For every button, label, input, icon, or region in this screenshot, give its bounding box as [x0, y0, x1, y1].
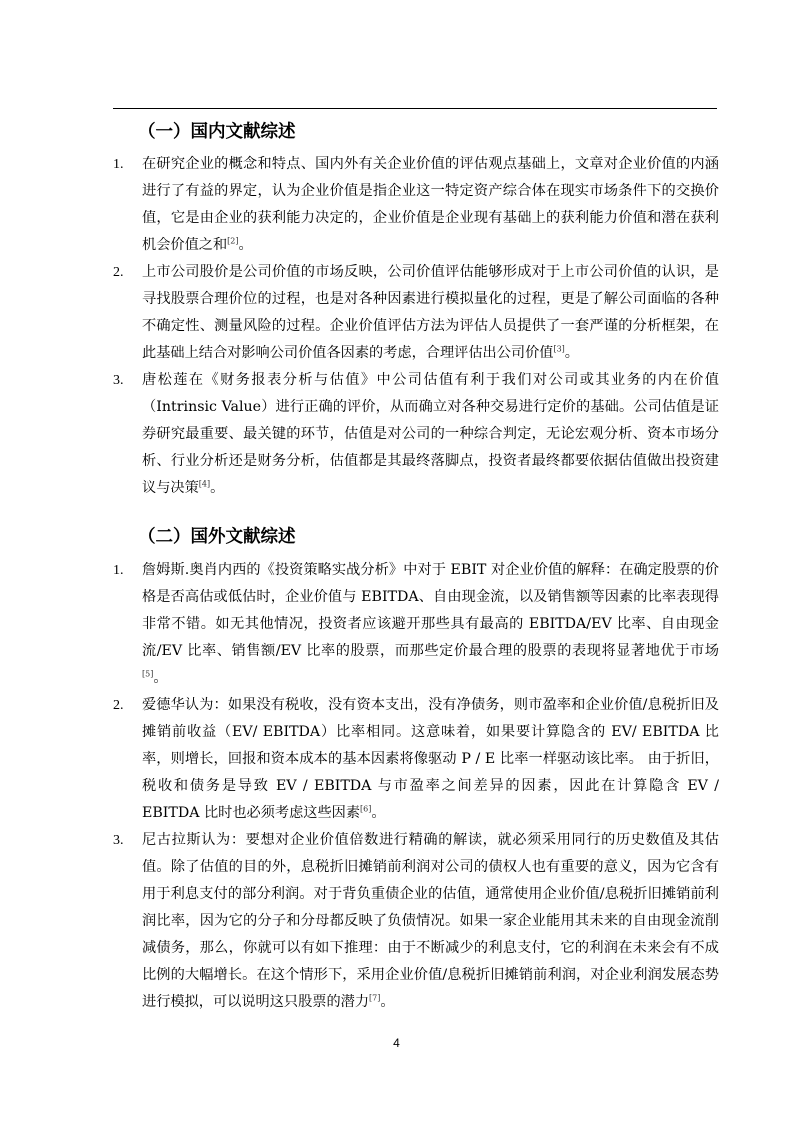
citation-marker: [5]	[142, 669, 154, 679]
item-text: 爱德华认为：如果没有税收，没有资本支出，没有净债务，则市盈率和企业价值/息税折旧及摊销前收益（EV/ EBITDA）比率相同。这意味着，如果要计算隐含的 EV/ EBITDA 比率，则增长，回报和资本成本的基本因素将像驱动 P / E 比率一样驱动该比率。 由于折旧，税收和债务是导致 EV / EBITDA 与市盈率之间差异的因素，因此在计算隐含 EV / EBITDA 比时也必须考虑这些因素	[142, 697, 719, 821]
item-text: 尼古拉斯认为：要想对企业价值倍数进行精确的解读，就必须采用同行的历史数值及其估值。除了估值的目的外，息税折旧摊销前利润对公司的债权人也有重要的意义，因为它含有用于利息支付的部分利润。对于背负重债企业的估值，通常使用企业价值/息税折旧摊销前利润比率，因为它的分子和分母都反映了负债情况。如果一家企业能用其未来的自由现金流削减债务，那么，你就可以有如下推理：由于不断减少的利息支付，它的利润在未来会有不成比例的大幅增长。在这个情形下，采用企业价值/息税折旧摊销前利润，对企业利润发展态势进行模拟，可以说明这只股票的潜力	[142, 832, 719, 1010]
item-end: 。	[238, 237, 253, 253]
list-item	[113, 151, 719, 259]
item-end: 。	[380, 994, 395, 1010]
list-item	[113, 367, 719, 502]
list-item	[113, 827, 719, 1016]
foreign-literature-list	[113, 557, 719, 1016]
item-text: 上市公司股价是公司价值的市场反映，公司价值评估能够形成对于上市公司价值的认识，是寻找股票合理价位的过程，也是对各种因素进行模拟量化的过程，更是了解公司面临的各种不确定性、测量风险的过程。企业价值评估方法为评估人员提供了一套严谨的分析框架，在此基础上结合对影响公司价值各因素的考虑，合理评估出公司价值	[142, 264, 719, 361]
section-title-domestic: （一）国内文献综述	[138, 122, 296, 142]
section-title-foreign: （二）国外文献综述	[138, 527, 296, 547]
item-number: 2.	[113, 698, 124, 713]
item-number: 1.	[113, 563, 124, 578]
list-item	[113, 259, 719, 367]
page-number: 4	[393, 1036, 400, 1050]
domestic-literature-list	[113, 151, 719, 502]
header-rule	[113, 108, 717, 109]
list-item	[113, 692, 719, 827]
item-text: 在研究企业的概念和特点、国内外有关企业价值的评估观点基础上，文章对企业价值的内涵进行了有益的界定，认为企业价值是指企业这一特定资产综合体在现实市场条件下的交换价值，它是由企业的获利能力决定的，企业价值是企业现有基础上的获利能力价值和潜在获利机会价值之和	[142, 156, 719, 253]
item-end: 。	[153, 670, 168, 686]
citation-marker: [6]	[360, 804, 372, 814]
citation-marker: [2]	[227, 236, 239, 246]
citation-marker: [4]	[198, 479, 211, 489]
item-end: 。	[210, 480, 225, 496]
item-number: 1.	[113, 157, 124, 172]
citation-marker: [3]	[553, 344, 565, 354]
item-end: 。	[371, 805, 386, 821]
item-text: 詹姆斯.奥肖内西的《投资策略实战分析》中对于 EBIT 对企业价值的解释：在确定股票的价格是否高估或低估时，企业价值与 EBITDA、自由现金流，以及销售额等因素的比率表现得非常不错。如无其他情况，投资者应该避开那些具有最高的 EBITDA/EV 比率、自由现金流/EV 比率、销售额/EV 比率的股票，而那些定价最合理的股票的表现将显著地优于市场	[142, 562, 719, 659]
item-number: 3.	[113, 833, 124, 848]
item-number: 2.	[113, 265, 124, 280]
item-text: 唐松莲在《财务报表分析与估值》中公司估值有利于我们对公司或其业务的内在价值（Intrinsic Value）进行正确的评价，从而确立对各种交易进行定价的基础。公司估值是证券研究最重要、最关键的环节，估值是对公司的一种综合判定，无论宏观分析、资本市场分析、行业分析还是财务分析，估值都是其最终落脚点，投资者最终都要依据估值做出投资建议与决策	[142, 372, 719, 496]
citation-marker: [7]	[369, 993, 381, 1003]
item-end: 。	[564, 345, 579, 361]
list-item	[113, 557, 719, 692]
item-number: 3.	[113, 373, 124, 388]
